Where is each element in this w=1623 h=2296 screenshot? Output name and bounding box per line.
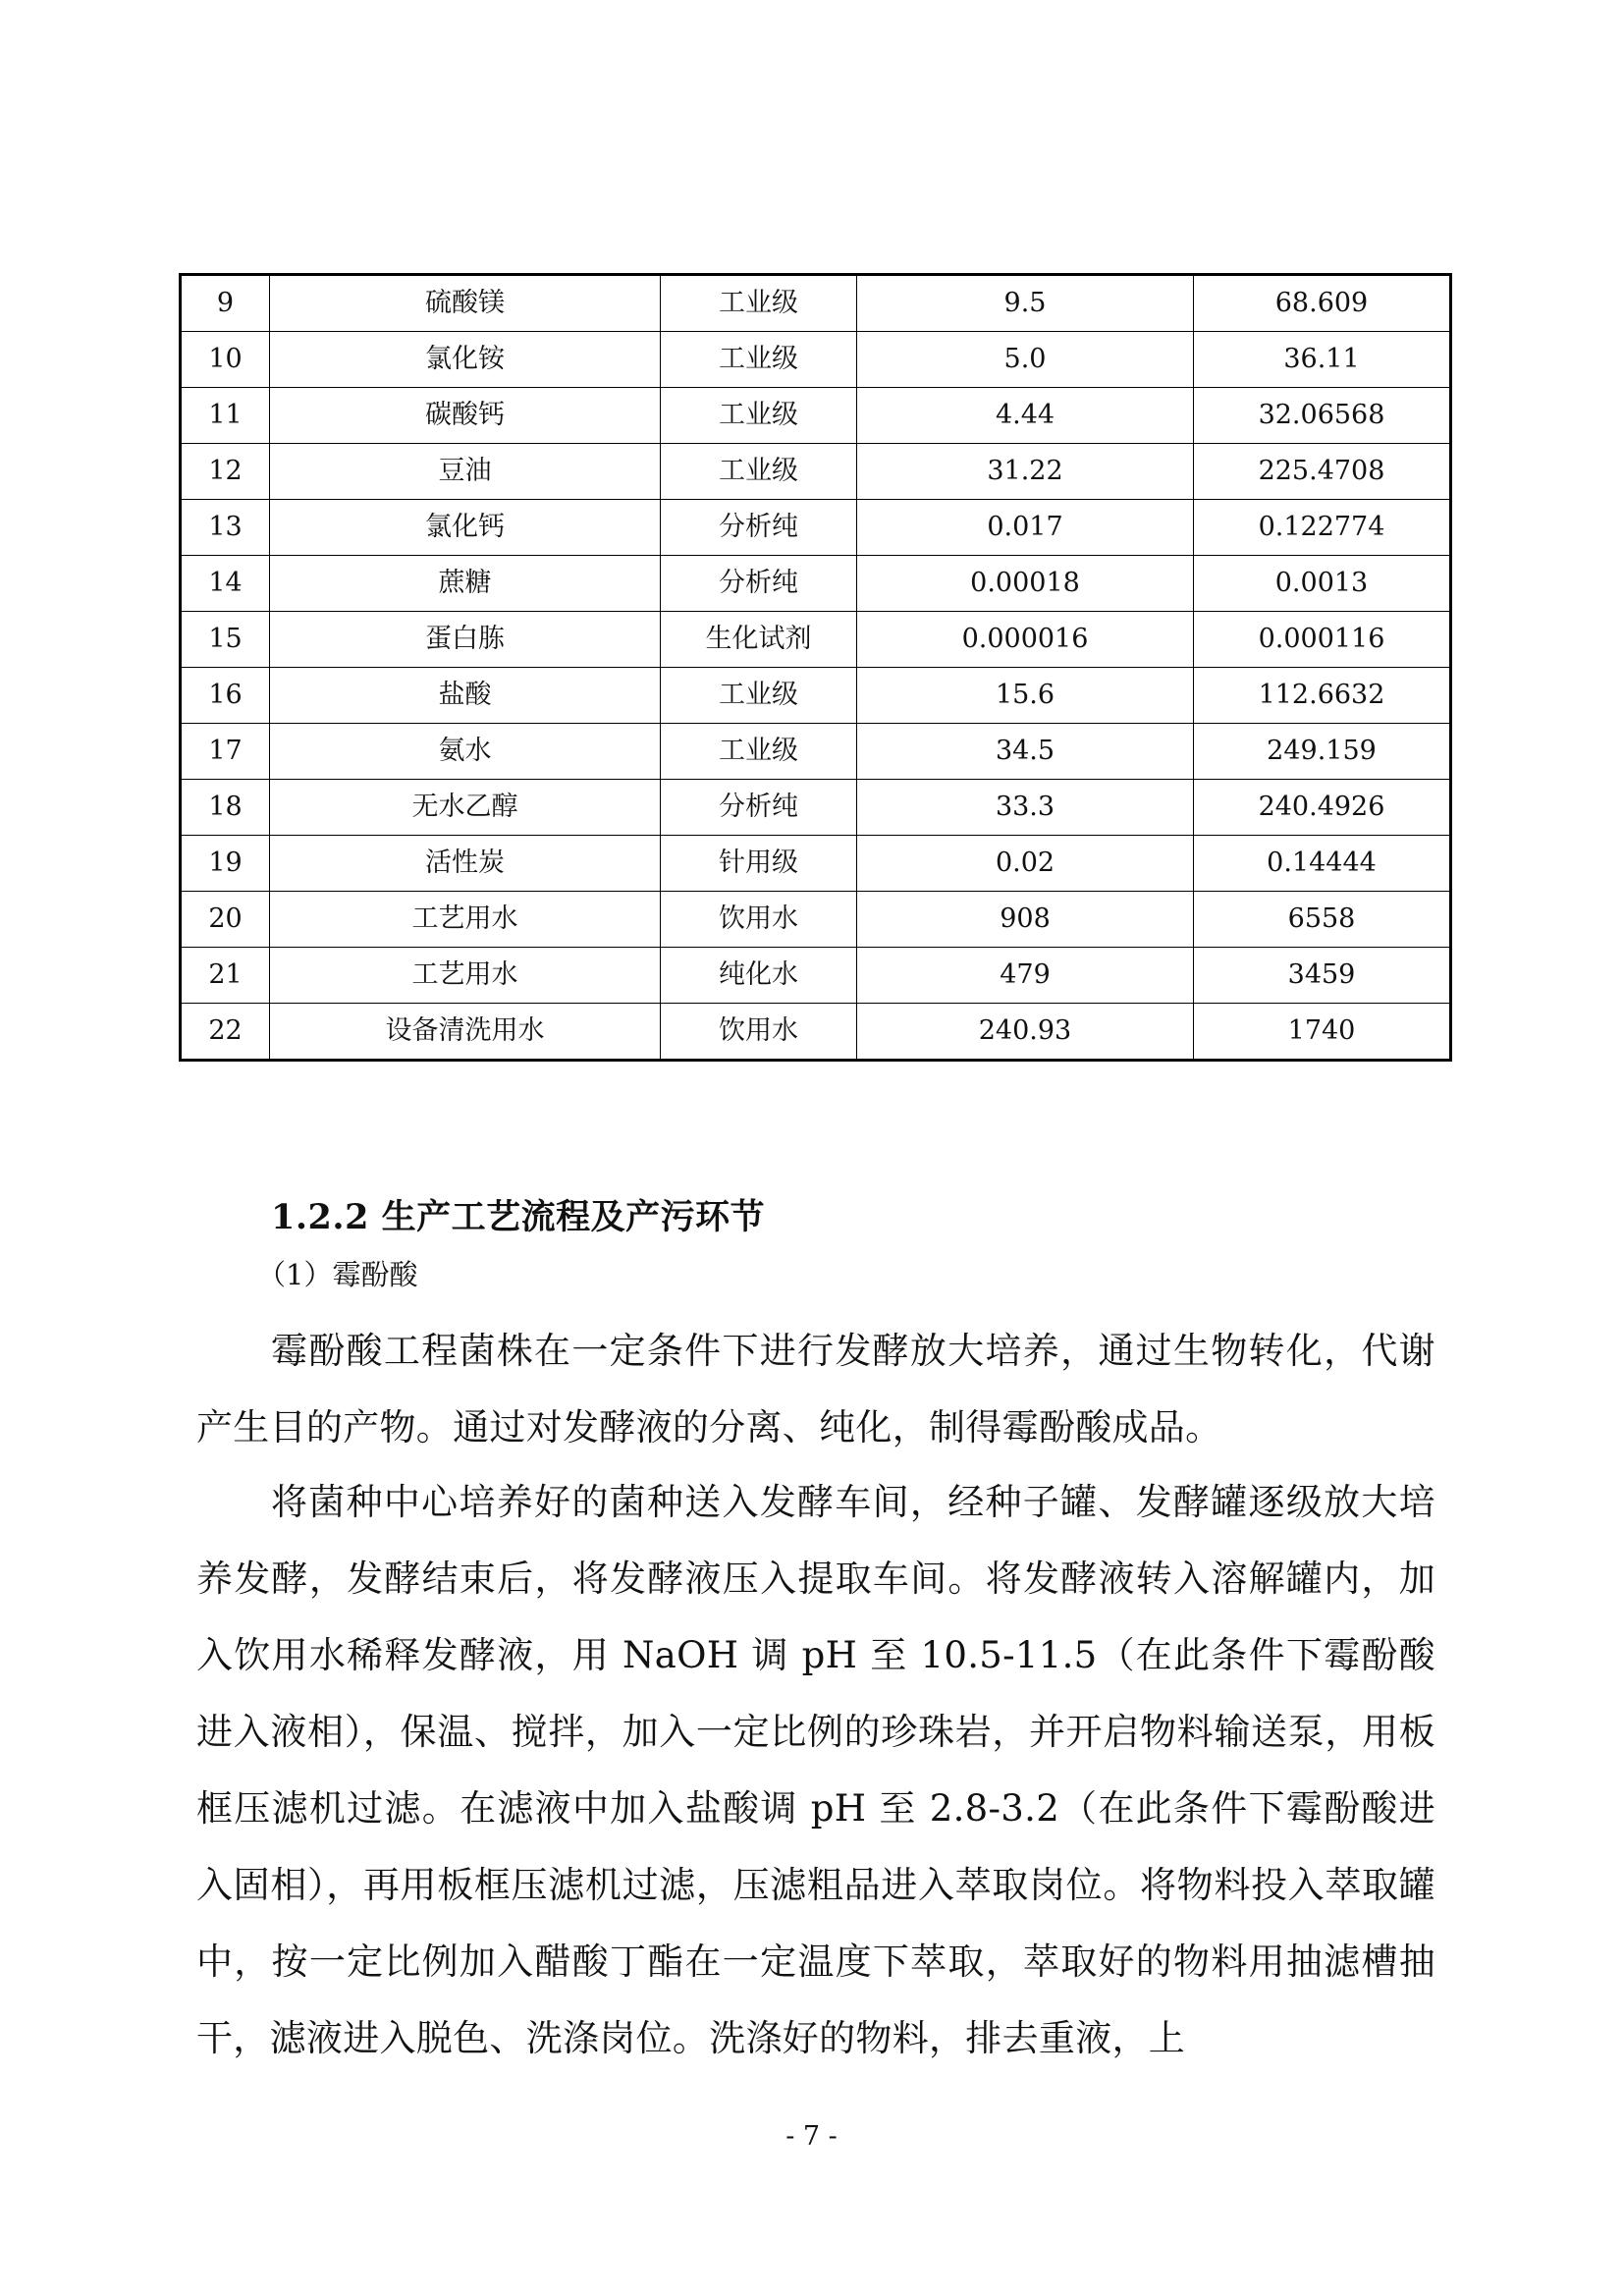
section-heading: 1.2.2 生产工艺流程及产污环节 bbox=[271, 1197, 766, 1237]
cell-annual-amount: 0.122774 bbox=[1194, 500, 1451, 556]
cell-material-name: 氯化钙 bbox=[270, 500, 661, 556]
table-body bbox=[181, 275, 1451, 1061]
cell-annual-amount: 6558 bbox=[1194, 892, 1451, 948]
cell-grade: 工业级 bbox=[661, 668, 857, 724]
cell-grade: 分析纯 bbox=[661, 556, 857, 612]
cell-number: 13 bbox=[181, 500, 270, 556]
cell-material-name: 氨水 bbox=[270, 724, 661, 780]
table-row bbox=[181, 948, 1451, 1004]
cell-grade: 工业级 bbox=[661, 332, 857, 388]
cell-number: 22 bbox=[181, 1004, 270, 1061]
cell-annual-amount: 249.159 bbox=[1194, 724, 1451, 780]
cell-amount: 0.00018 bbox=[857, 556, 1194, 612]
cell-annual-amount: 3459 bbox=[1194, 948, 1451, 1004]
cell-number: 9 bbox=[181, 275, 270, 332]
cell-amount: 34.5 bbox=[857, 724, 1194, 780]
cell-grade: 针用级 bbox=[661, 836, 857, 892]
table-row bbox=[181, 332, 1451, 388]
cell-annual-amount: 240.4926 bbox=[1194, 780, 1451, 836]
cell-material-name: 盐酸 bbox=[270, 668, 661, 724]
cell-annual-amount: 0.0013 bbox=[1194, 556, 1451, 612]
cell-grade: 工业级 bbox=[661, 388, 857, 444]
cell-material-name: 设备清洗用水 bbox=[270, 1004, 661, 1061]
table-row bbox=[181, 612, 1451, 668]
cell-amount: 479 bbox=[857, 948, 1194, 1004]
cell-grade: 工业级 bbox=[661, 444, 857, 500]
cell-material-name: 硫酸镁 bbox=[270, 275, 661, 332]
cell-number: 16 bbox=[181, 668, 270, 724]
cell-number: 14 bbox=[181, 556, 270, 612]
cell-amount: 31.22 bbox=[857, 444, 1194, 500]
cell-material-name: 氯化铵 bbox=[270, 332, 661, 388]
table-row bbox=[181, 388, 1451, 444]
cell-grade: 工业级 bbox=[661, 724, 857, 780]
table-row bbox=[181, 556, 1451, 612]
cell-grade: 饮用水 bbox=[661, 892, 857, 948]
cell-annual-amount: 112.6632 bbox=[1194, 668, 1451, 724]
cell-annual-amount: 0.14444 bbox=[1194, 836, 1451, 892]
table-row bbox=[181, 444, 1451, 500]
table-row bbox=[181, 500, 1451, 556]
cell-amount: 0.017 bbox=[857, 500, 1194, 556]
table-row bbox=[181, 724, 1451, 780]
cell-amount: 5.0 bbox=[857, 332, 1194, 388]
table-row bbox=[181, 892, 1451, 948]
table-row bbox=[181, 275, 1451, 332]
cell-amount: 908 bbox=[857, 892, 1194, 948]
cell-grade: 工业级 bbox=[661, 275, 857, 332]
cell-number: 19 bbox=[181, 836, 270, 892]
cell-amount: 240.93 bbox=[857, 1004, 1194, 1061]
cell-material-name: 碳酸钙 bbox=[270, 388, 661, 444]
paragraph-2: 将菌种中心培养好的菌种送入发酵车间，经种子罐、发酵罐逐级放大培养发酵，发酵结束后，将发酵液压入提取车间。将发酵液转入溶解罐内，加入饮用水稀释发酵液，用 NaOH 调 pH 至 10.5-11.5（在此条件下霉酚酸进入液相），保温、搅拌，加入一定比例的珍珠岩，并开启物料输送泵，用板框压滤机过滤。在滤液中加入盐酸调 pH 至 2.8-3.2（在此条件下霉酚酸进入固相），再用板框压滤机过滤，压滤粗品进入萃取岗位。将物料投入萃取罐中，按一定比例加入醋酸丁酯在一定温度下萃取，萃取好的物料用抽滤槽抽干，滤液进入脱色、洗涤岗位。洗涤好的物料，排去重液，上 bbox=[196, 1481, 1435, 2059]
cell-annual-amount: 32.06568 bbox=[1194, 388, 1451, 444]
cell-material-name: 无水乙醇 bbox=[270, 780, 661, 836]
page-number: - 7 - bbox=[785, 2121, 838, 2152]
cell-material-name: 蔗糖 bbox=[270, 556, 661, 612]
cell-amount: 0.000016 bbox=[857, 612, 1194, 668]
cell-amount: 33.3 bbox=[857, 780, 1194, 836]
cell-annual-amount: 68.609 bbox=[1194, 275, 1451, 332]
cell-number: 17 bbox=[181, 724, 270, 780]
cell-annual-amount: 1740 bbox=[1194, 1004, 1451, 1061]
section-subheading: （1）霉酚酸 bbox=[257, 1258, 418, 1291]
cell-grade: 饮用水 bbox=[661, 1004, 857, 1061]
cell-amount: 15.6 bbox=[857, 668, 1194, 724]
cell-annual-amount: 0.000116 bbox=[1194, 612, 1451, 668]
table-row bbox=[181, 836, 1451, 892]
raw-materials-table bbox=[179, 273, 1452, 1062]
cell-amount: 4.44 bbox=[857, 388, 1194, 444]
cell-number: 10 bbox=[181, 332, 270, 388]
cell-grade: 分析纯 bbox=[661, 500, 857, 556]
cell-number: 11 bbox=[181, 388, 270, 444]
cell-number: 20 bbox=[181, 892, 270, 948]
cell-material-name: 工艺用水 bbox=[270, 892, 661, 948]
cell-annual-amount: 225.4708 bbox=[1194, 444, 1451, 500]
table-row bbox=[181, 1004, 1451, 1061]
cell-grade: 分析纯 bbox=[661, 780, 857, 836]
cell-annual-amount: 36.11 bbox=[1194, 332, 1451, 388]
table-row bbox=[181, 780, 1451, 836]
cell-number: 12 bbox=[181, 444, 270, 500]
cell-material-name: 豆油 bbox=[270, 444, 661, 500]
cell-material-name: 活性炭 bbox=[270, 836, 661, 892]
cell-material-name: 工艺用水 bbox=[270, 948, 661, 1004]
paragraph-1: 霉酚酸工程菌株在一定条件下进行发酵放大培养，通过生物转化，代谢产生目的产物。通过对发酵液的分离、纯化，制得霉酚酸成品。 bbox=[196, 1330, 1435, 1449]
cell-grade: 纯化水 bbox=[661, 948, 857, 1004]
cell-amount: 9.5 bbox=[857, 275, 1194, 332]
cell-amount: 0.02 bbox=[857, 836, 1194, 892]
cell-material-name: 蛋白胨 bbox=[270, 612, 661, 668]
cell-number: 21 bbox=[181, 948, 270, 1004]
cell-number: 15 bbox=[181, 612, 270, 668]
table-row bbox=[181, 668, 1451, 724]
cell-number: 18 bbox=[181, 780, 270, 836]
cell-grade: 生化试剂 bbox=[661, 612, 857, 668]
